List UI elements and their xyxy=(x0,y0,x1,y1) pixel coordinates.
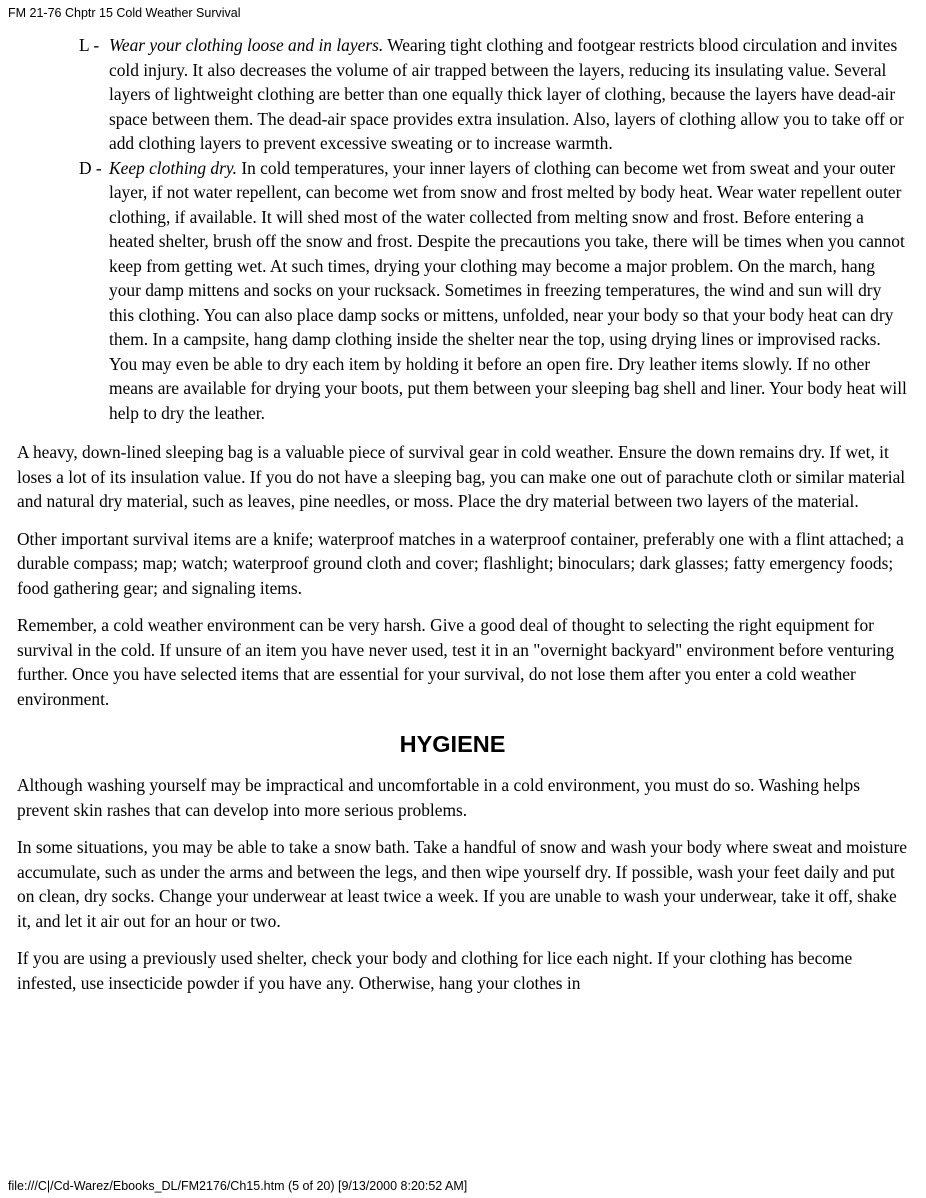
paragraph-washing: Although washing yourself may be impractical and uncomfortable in a cold environment, you must do so. Washing helps prevent skin rashes that can develop into more serious problems. xyxy=(17,775,861,820)
list-item-letter: D - xyxy=(79,157,102,178)
list-item-text: Wearing tight clothing and footgear restricts blood circulation and invites cold injury. It also decreases the volume of air trapped between the layers, reducing its insulating value. Several layers of lightweight clothing are better than one equally thick layer of clothing, because the layers have dead-air space between them. The dead-air space provides extra insulation. Also, layers of clothing allow you to take off or add clothing layers to prevent excessive sweating or to increase warmth. xyxy=(109,35,904,153)
page-header: FM 21-76 Chptr 15 Cold Weather Survival xyxy=(8,6,241,20)
paragraph-lice: If you are using a previously used shelter, check your body and clothing for lice each night. If your clothing has become infested, use insecticide powder if you have any. Otherwise, hang your clothes in xyxy=(17,948,853,993)
list-item-keep-dry xyxy=(17,156,910,426)
paragraph-survival-items: Other important survival items are a knife; waterproof matches in a waterproof container, preferably one with a flint attached; a durable compass; map; watch; waterproof ground cloth and cover; flashlight; binoculars; dark glasses; fatty emergency foods; food gathering gear; and signaling items. xyxy=(17,528,904,598)
page-footer: file:///C|/Cd-Warez/Ebooks_DL/FM2176/Ch15.htm (5 of 20) [9/13/2000 8:20:52 AM] xyxy=(8,1179,468,1193)
paragraph-sleeping-bag: A heavy, down-lined sleeping bag is a valuable piece of survival gear in cold weather. Ensure the down remains dry. If wet, it loses a lot of its insulation value. If you do not have a sleeping bag, you can make one out of parachute cloth or similar material and natural dry material, such as leaves, pine needles, or moss. Place the dry material between two layers of the material. xyxy=(17,442,906,511)
document-body xyxy=(17,33,910,995)
list-item-title: Keep clothing dry. xyxy=(109,157,237,178)
paragraph-snow-bath: In some situations, you may be able to take a snow bath. Take a handful of snow and wash your body where sweat and moisture accumulate, such as under the arms and between the legs, and then wipe yourself dry. If possible, wash your feet daily and put on clean, dry socks. Change your underwear at least twice a week. If you are unable to wash your underwear, take it off, shake it, and let it air out for an hour or two. xyxy=(17,837,908,931)
paragraph-remember: Remember, a cold weather environment can be very harsh. Give a good deal of thought to selecting the right equipment for survival in the cold. If unsure of an item you have never used, test it in an "overnight backyard" environment before venturing further. Once you have selected items that are essential for your survival, do not lose them after you enter a cold weather environment. xyxy=(17,615,895,709)
list-item-letter: L - xyxy=(79,35,100,55)
list-item-text: In cold temperatures, your inner layers of clothing can become wet from sweat and your outer layer, if not water repellent, can become wet from snow and frost melted by body heat. Wear water repellent outer clothing, if available. It will shed most of the water collected from melting snow and frost. Before entering a heated shelter, brush off the snow and frost. Despite the precautions you take, there will be times when you cannot keep from getting wet. At such times, drying your clothing may become a major problem. On the march, hang your damp mittens and socks on your rucksack. Sometimes in freezing temperatures, the wind and sun will dry this clothing. You can also place damp socks or mittens, unfolded, near your body so that your body heat can dry them. In a campsite, hang damp clothing inside the shelter near the top, using drying lines or improvised racks. You may even be able to dry each item by holding it before an open fire. Dry leather items slowly. If no other means are available for drying your boots, put them between your sleeping bag shell and liner. Your body heat will help to dry the leather. xyxy=(109,157,907,423)
list-item-wear-loose xyxy=(17,33,910,156)
list-item-title: Wear your clothing loose and in layers. xyxy=(109,35,384,55)
section-heading: HYGIENE xyxy=(399,731,506,757)
